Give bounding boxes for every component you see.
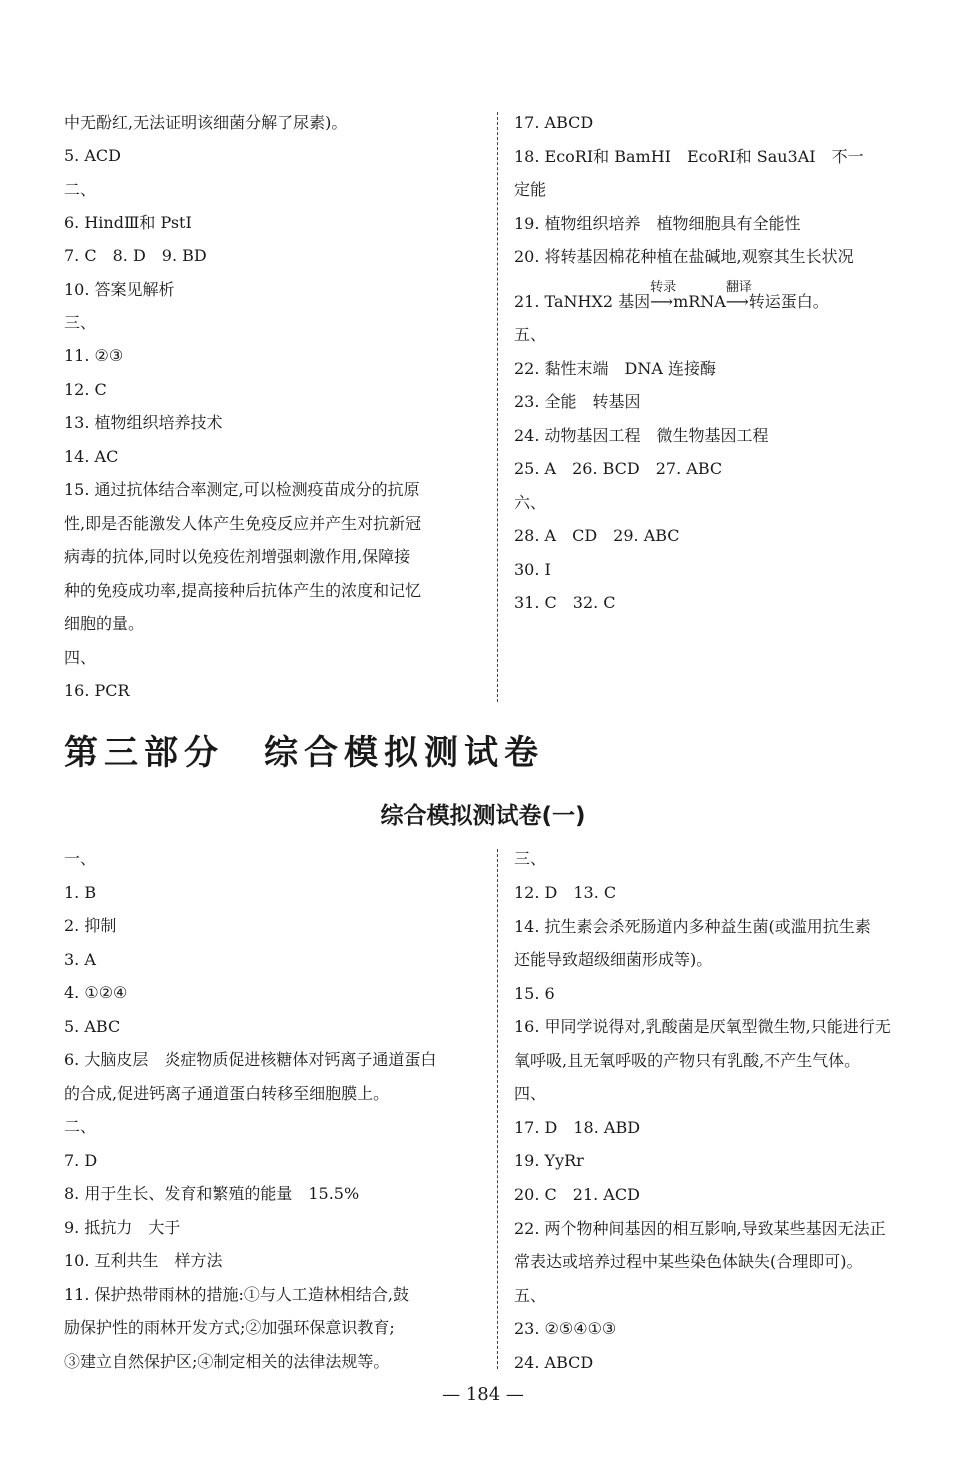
answer-line: 2. 抑制 [64,916,117,935]
answer-line: 24. 动物基因工程 微生物基因工程 [514,426,769,445]
answer-line: 23. 全能 转基因 [514,392,641,411]
answer-line: 10. 答案见解析 [64,280,175,299]
answer-line: 17. ABCD [514,113,594,132]
answer-line: 20. C 21. ACD [514,1185,640,1204]
item21-end: 转运蛋白。 [748,292,829,311]
column-divider [497,112,498,702]
answer-line: 17. D 18. ABD [514,1118,641,1137]
answer-line: 7. D [64,1151,98,1170]
answer-line: 19. YyRr [514,1151,584,1170]
answer-line: 10. 互利共生 样方法 [64,1251,223,1270]
section-heading: 四、 [64,648,97,667]
answer-line: 性,即是否能激发人体产生免疫反应并产生对抗新冠 [64,514,422,533]
section-heading: 三、 [514,849,547,868]
arrow-transcription: 转录 ⟶ [650,280,677,311]
answer-line: 氧呼吸,且无氧呼吸的产物只有乳酸,不产生气体。 [514,1051,861,1070]
answer-line: 7. C 8. D 9. BD [64,246,207,265]
answer-line: 16. PCR [64,681,130,700]
section-heading: 三、 [64,313,97,332]
section-heading: 五、 [514,1286,547,1305]
answer-line: 励保护性的雨林开发方式;②加强环保意识教育; [64,1318,395,1337]
answer-line: 13. 植物组织培养技术 [64,413,223,432]
section-heading: 二、 [64,180,97,199]
answer-line: 11. 保护热带雨林的措施:①与人工造林相结合,鼓 [64,1285,410,1304]
answer-line: 24. ABCD [514,1353,594,1372]
answer-line: 14. AC [64,447,119,466]
column-divider [497,849,498,1369]
answer-line: 16. 甲同学说得对,乳酸菌是厌氧型微生物,只能进行无 [514,1017,891,1036]
answer-line: 种的免疫成功率,提高接种后抗体产生的浓度和记忆 [64,581,422,600]
arrow-translation: 翻译 ⟶ [725,280,752,311]
answer-line: 6. 大脑皮层 炎症物质促进核糖体对钙离子通道蛋白 [64,1050,437,1069]
item21-mid: mRNA [673,292,726,311]
answer-line: 9. 抵抗力 大于 [64,1218,181,1237]
answer-line: 20. 将转基因棉花种植在盐碱地,观察其生长状况 [514,247,854,266]
answer-line: 23. ②⑤④①③ [514,1319,617,1338]
answer-line: 细胞的量。 [64,614,145,633]
answer-line: 14. 抗生素会杀死肠道内多种益生菌(或滥用抗生素 [514,917,871,936]
answer-line-21 [514,280,829,312]
answer-line: 22. 两个物种间基因的相互影响,导致某些基因无法正 [514,1219,886,1238]
answer-line: 常表达或培养过程中某些染色体缺失(合理即可)。 [514,1252,863,1271]
answer-line: 1. B [64,883,97,902]
answer-line: 5. ACD [64,146,121,165]
item21-prefix: 21. TaNHX2 基因 [514,292,651,311]
page-number: — 184 — [442,1384,524,1405]
part-title: 第三部分 综合模拟测试卷 [64,733,544,773]
answer-line: 25. A 26. BCD 27. ABC [514,459,723,478]
answer-line: 15. 通过抗体结合率测定,可以检测疫苗成分的抗原 [64,480,420,499]
answer-line: 12. D 13. C [514,883,617,902]
answer-line: 定能 [514,180,547,199]
section-heading: 六、 [514,493,547,512]
answer-line: 的合成,促进钙离子通道蛋白转移至细胞膜上。 [64,1084,390,1103]
answer-line: 3. A [64,950,96,969]
arrow-label: 翻译 [725,280,752,295]
test-title: 综合模拟测试卷(一) [380,803,586,829]
answer-line: 5. ABC [64,1017,121,1036]
answer-line: 31. C 32. C [514,593,616,612]
section-heading: 一、 [64,849,97,868]
answer-line: 中无酚红,无法证明该细菌分解了尿素)。 [64,113,348,132]
answer-line: 12. C [64,380,107,399]
arrow-label: 转录 [650,280,677,295]
answer-line: 还能导致超级细菌形成等)。 [514,950,713,969]
answer-line: 22. 黏性末端 DNA 连接酶 [514,359,717,378]
answer-line: 11. ②③ [64,346,124,365]
answer-line: ③建立自然保护区;④制定相关的法律法规等。 [64,1352,390,1371]
answer-line: 18. EcoRⅠ和 BamHⅠ EcoRⅠ和 Sau3AⅠ 不一 [514,147,864,166]
answer-line: 15. 6 [514,984,555,1003]
answer-line: 30. Ⅰ [514,560,551,579]
section-heading: 四、 [514,1084,547,1103]
answer-line: 病毒的抗体,同时以免疫佐剂增强刺激作用,保障接 [64,547,411,566]
answer-line: 8. 用于生长、发育和繁殖的能量 15.5% [64,1184,360,1203]
section-heading: 二、 [64,1117,97,1136]
section-heading: 五、 [514,325,547,344]
answer-line: 4. ①②④ [64,983,128,1002]
answer-line: 28. A CD 29. ABC [514,526,680,545]
answer-line: 6. HindⅢ和 PstⅠ [64,213,192,232]
answer-line: 19. 植物组织培养 植物细胞具有全能性 [514,214,801,233]
